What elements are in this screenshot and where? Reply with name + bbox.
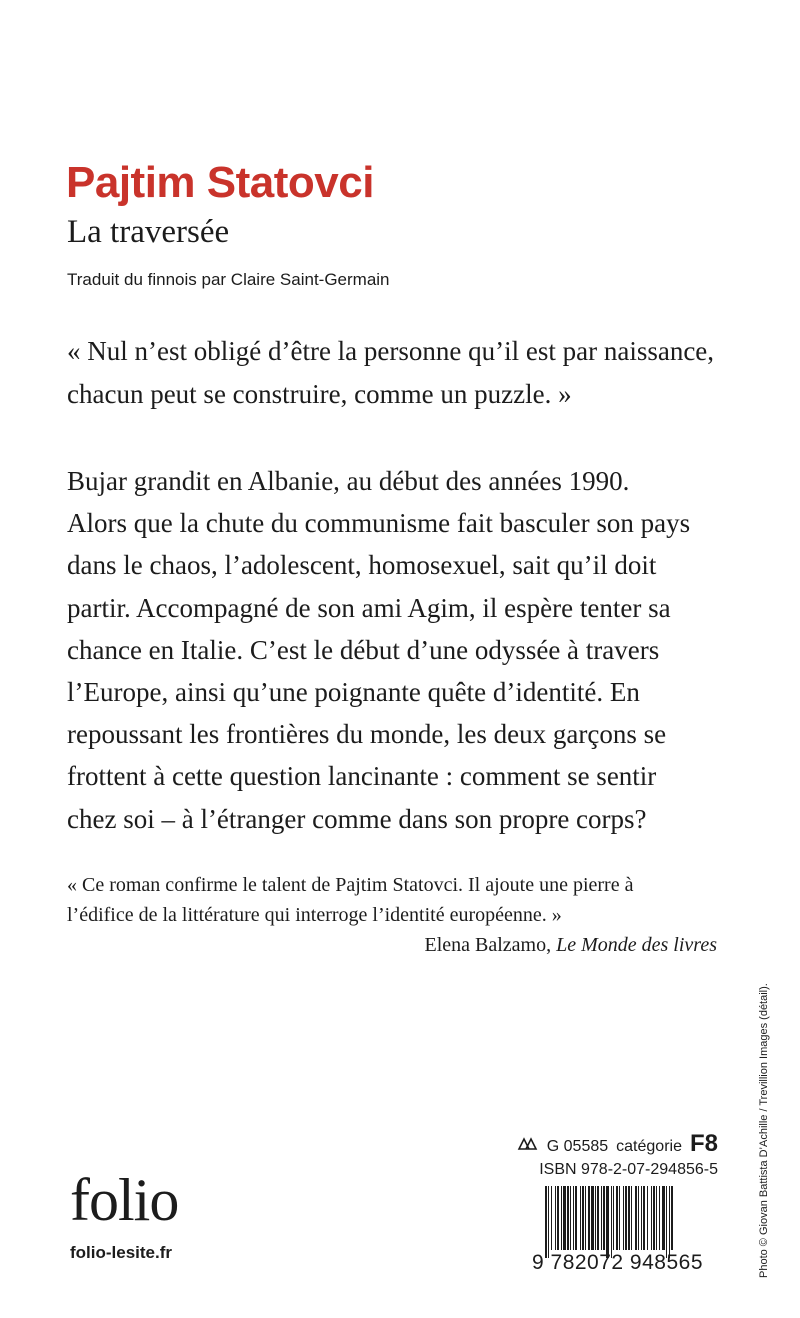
barcode-bar [631, 1186, 632, 1250]
barcode-bar [606, 1186, 609, 1258]
review-line: « Ce roman confirme le talent de Pajtim Statovci. Il ajoute une pierre à [67, 874, 634, 896]
category-code: F8 [689, 1130, 718, 1157]
barcode-bar [671, 1186, 673, 1250]
barcode-bar [588, 1186, 590, 1250]
barcode-bar [669, 1186, 670, 1258]
author-name: Pajtim Statovci [66, 158, 374, 207]
barcode-bar [567, 1186, 569, 1250]
barcode-bar [611, 1186, 612, 1258]
product-code-line [517, 1130, 718, 1158]
synopsis-line: l’Europe, ainsi qu’une poignante quête d’identité. En [67, 677, 640, 708]
barcode-bar [638, 1186, 639, 1250]
synopsis-line: Bujar grandit en Albanie, au début des années 1990. [67, 466, 630, 496]
quote-line: chacun peut se construire, comme un puzzle. » [67, 379, 572, 409]
barcode-bar [653, 1186, 655, 1250]
synopsis-line: chez soi – à l’étranger comme dans son propre corps? [67, 803, 647, 834]
barcode-bar [625, 1186, 627, 1250]
barcode-bar [551, 1186, 552, 1250]
isbn: ISBN 978-2-07-294856-5 [539, 1161, 718, 1178]
synopsis-line: Alors que la chute du communisme fait basculer son pays [67, 508, 691, 539]
barcode-bar [628, 1186, 630, 1250]
barcode-bar [582, 1186, 584, 1250]
barcode-bar [575, 1186, 577, 1250]
synopsis-line: repoussant les frontières du monde, les deux garçons se [67, 719, 667, 750]
barcode-bar [563, 1186, 566, 1250]
barcode-bar [580, 1186, 581, 1250]
barcode-bar [647, 1186, 648, 1250]
barcode [545, 1186, 720, 1258]
barcode-bar [641, 1186, 642, 1250]
folio-logo: folio [70, 1167, 179, 1233]
barcode-bar [643, 1186, 645, 1250]
review-author: Elena Balzamo, [424, 934, 557, 956]
barcode-bar [561, 1186, 562, 1250]
review-line: l’édifice de la littérature qui interroge l’identité européenne. » [67, 904, 562, 926]
barcode-bar [666, 1186, 667, 1258]
barcode-bar [573, 1186, 574, 1250]
translator-credit: Traduit du finnois par Claire Saint-Germain [67, 270, 390, 289]
barcode-bar [623, 1186, 624, 1250]
review-attribution [424, 934, 717, 957]
epigraph-quote [67, 330, 747, 416]
barcode-bar [548, 1186, 549, 1258]
barcode-bar [619, 1186, 620, 1250]
press-review [67, 870, 747, 930]
synopsis-line: dans le chaos, l’adolescent, homosexuel, sait qu’il doit [67, 550, 657, 581]
synopsis-line: frottent à cette question lancinante : comment se sentir [67, 761, 657, 792]
product-reference: G 05585 [546, 1138, 609, 1155]
barcode-bar [557, 1186, 559, 1250]
barcode-digits: 9 782072 948565 [532, 1251, 703, 1274]
barcode-bar [570, 1186, 571, 1250]
barcode-bar [613, 1186, 614, 1250]
synopsis-line: chance en Italie. C’est le début d’une odyssée à travers [67, 634, 660, 665]
barcode-bar [662, 1186, 665, 1250]
barcode-bar [597, 1186, 599, 1250]
synopsis-line: partir. Accompagné de son ami Agim, il espère tenter sa [67, 592, 671, 623]
barcode-bar [595, 1186, 596, 1250]
barcode-bar [603, 1186, 605, 1250]
book-title: La traversée [67, 214, 230, 250]
review-publication: Le Monde des livres [556, 934, 717, 956]
barcode-bar [659, 1186, 660, 1250]
barcode-bar [601, 1186, 602, 1250]
barcode-bar [585, 1186, 586, 1250]
barcode-bar [656, 1186, 657, 1250]
quote-line: « Nul n’est obligé d’être la personne qu’il est par naissance, [67, 336, 715, 366]
recycling-paper-icon [517, 1135, 539, 1156]
barcode-bar [545, 1186, 547, 1258]
barcode-bar [591, 1186, 594, 1250]
category-label: catégorie [616, 1138, 682, 1155]
barcode-bar [651, 1186, 652, 1250]
barcode-bar [635, 1186, 637, 1250]
photo-credit: Photo © Giovan Battista D’Achille / Trevillion Images (détail). [758, 983, 770, 1278]
barcode-bar [555, 1186, 556, 1250]
publisher-website: folio-lesite.fr [70, 1243, 173, 1262]
synopsis [67, 460, 747, 840]
barcode-bar [616, 1186, 618, 1250]
